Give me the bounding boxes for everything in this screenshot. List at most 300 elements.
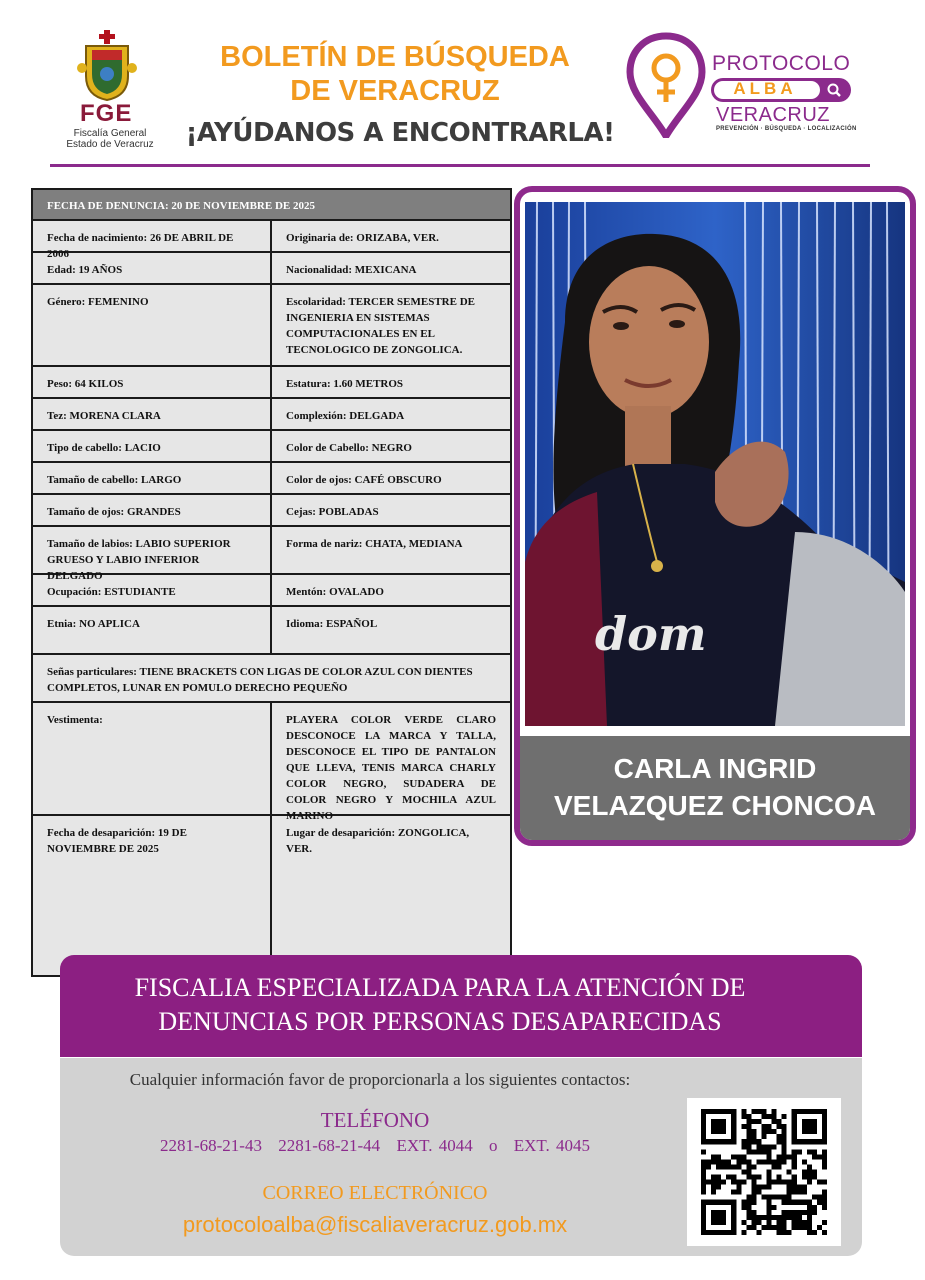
qr-module	[736, 1180, 741, 1185]
qr-module	[792, 1225, 797, 1230]
table-row	[33, 655, 510, 703]
nose-shape-cell: Forma de nariz: CHATA, MEDIANA	[286, 538, 463, 550]
qr-module	[782, 1180, 787, 1185]
ethnicity-cell: Etnia: NO APLICA	[33, 607, 272, 653]
qr-module	[767, 1215, 772, 1220]
qr-module	[751, 1175, 756, 1180]
qr-module	[782, 1144, 787, 1149]
qr-module	[751, 1180, 756, 1185]
qr-module	[822, 1195, 827, 1200]
qr-module	[812, 1175, 817, 1180]
alba-logo-protocolo: PROTOCOLO	[712, 52, 851, 75]
qr-module	[772, 1180, 777, 1185]
qr-module	[746, 1139, 751, 1144]
qr-module	[726, 1159, 731, 1164]
qr-module	[777, 1159, 782, 1164]
qr-module	[746, 1114, 751, 1119]
person-name-line2: VELAZQUEZ CHONCOA	[554, 790, 876, 821]
qr-module	[751, 1220, 756, 1225]
lip-size-cell: Tamaño de labios: LABIO SUPERIOR GRUESO Y LABIO INFERIOR DELGADO	[33, 527, 272, 573]
qr-module	[761, 1144, 766, 1149]
qr-module	[751, 1195, 756, 1200]
qr-module	[756, 1220, 761, 1225]
table-row	[33, 431, 510, 463]
qr-module	[721, 1180, 726, 1185]
qr-module	[741, 1180, 746, 1185]
qr-module	[772, 1164, 777, 1169]
qr-module	[746, 1164, 751, 1169]
qr-module	[741, 1154, 746, 1159]
qr-module	[772, 1205, 777, 1210]
qr-module	[701, 1175, 706, 1180]
qr-module	[807, 1169, 812, 1174]
qr-module	[782, 1149, 787, 1154]
gender-cell: Género: FEMENINO	[33, 285, 272, 365]
bulletin-title-line1: BOLETÍN DE BÚSQUEDA	[220, 41, 570, 73]
qr-module	[772, 1129, 777, 1134]
qr-module	[797, 1149, 802, 1154]
qr-module	[777, 1180, 782, 1185]
qr-module	[741, 1230, 746, 1235]
qr-module	[782, 1200, 787, 1205]
qr-module	[736, 1159, 741, 1164]
qr-module	[807, 1205, 812, 1210]
qr-module	[792, 1149, 797, 1154]
qr-module	[812, 1195, 817, 1200]
extension-conjunction: o	[488, 1136, 498, 1155]
jacket-lettering: dom	[595, 607, 707, 661]
qr-module	[756, 1185, 761, 1190]
qr-module	[777, 1220, 782, 1225]
qr-module	[741, 1144, 746, 1149]
extension-1: EXT. 4044	[396, 1136, 473, 1155]
qr-module	[782, 1159, 787, 1164]
qr-module	[787, 1200, 792, 1205]
qr-module	[792, 1215, 797, 1220]
qr-module	[767, 1205, 772, 1210]
qr-module	[777, 1215, 782, 1220]
qr-module	[817, 1180, 822, 1185]
qr-module	[751, 1109, 756, 1114]
qr-module	[767, 1175, 772, 1180]
qr-module	[787, 1185, 792, 1190]
qr-module	[706, 1164, 711, 1169]
qr-module	[802, 1225, 807, 1230]
fge-logo-text: FGE	[80, 100, 133, 127]
table-row	[33, 816, 510, 975]
search-icon	[826, 82, 842, 98]
qr-module	[777, 1195, 782, 1200]
qr-module	[746, 1149, 751, 1154]
qr-module	[787, 1230, 792, 1235]
qr-module	[736, 1164, 741, 1169]
qr-module	[777, 1230, 782, 1235]
qr-module	[767, 1154, 772, 1159]
qr-module	[782, 1129, 787, 1134]
qr-module	[817, 1195, 822, 1200]
qr-module	[807, 1175, 812, 1180]
disappearance-date-cell: Fecha de desaparición: 19 DE NOVIEMBRE DE 2025	[33, 816, 272, 975]
qr-module	[741, 1205, 746, 1210]
qr-module	[822, 1205, 827, 1210]
qr-module	[772, 1109, 777, 1114]
bulletin-subtitle: ¡AYÚDANOS A ENCONTRARLA!	[185, 118, 615, 148]
qr-module	[822, 1230, 827, 1235]
qr-module	[767, 1200, 772, 1205]
table-row	[33, 607, 510, 655]
qr-module	[807, 1225, 812, 1230]
veracruz-coat-of-arms-icon	[76, 28, 138, 102]
qr-module	[812, 1205, 817, 1210]
fiscalia-banner	[60, 955, 862, 1057]
qr-module	[761, 1129, 766, 1134]
weight-cell: Peso: 64 KILOS	[33, 367, 272, 397]
qr-module	[822, 1164, 827, 1169]
skin-tone-cell: Tez: MORENA CLARA	[33, 399, 272, 429]
hair-color-cell: Color de Cabello: NEGRO	[286, 442, 412, 454]
qr-module	[767, 1124, 772, 1129]
person-name-band	[520, 736, 910, 846]
qr-module	[822, 1190, 827, 1195]
qr-module	[701, 1159, 706, 1164]
qr-module	[751, 1134, 756, 1139]
qr-module	[782, 1139, 787, 1144]
build-cell: Complexión: DELGADA	[286, 410, 405, 422]
qr-module	[761, 1215, 766, 1220]
qr-module	[792, 1164, 797, 1169]
qr-module	[761, 1124, 766, 1129]
qr-module	[756, 1175, 761, 1180]
header	[0, 0, 925, 170]
bulletin-title-line2: DE VERACRUZ	[290, 75, 500, 107]
disappearance-place-cell: Lugar de desaparición: ZONGOLICA, VER.	[286, 827, 470, 855]
qr-module	[746, 1119, 751, 1124]
data-table	[31, 188, 512, 977]
clothing-cell: PLAYERA COLOR VERDE CLARO DESCONOCE LA MARCA Y TALLA, DESCONOCE EL TIPO DE PANTALON QUE LLEVA, TENIS MARCA CHARLY COLOR NEGRO, SUDADERA DE COLOR NEGRO Y MOCHILA AZUL MARINO	[286, 714, 496, 822]
qr-module	[711, 1119, 726, 1134]
qr-module	[782, 1114, 787, 1119]
qr-module	[756, 1144, 761, 1149]
qr-module	[761, 1195, 766, 1200]
qr-module	[817, 1225, 822, 1230]
qr-module	[767, 1180, 772, 1185]
qr-module	[741, 1124, 746, 1129]
qr-module	[731, 1190, 736, 1195]
qr-module	[767, 1185, 772, 1190]
qr-module	[772, 1225, 777, 1230]
person-name-line1: CARLA INGRID	[613, 753, 817, 784]
table-row	[33, 527, 510, 582]
female-location-pin-icon	[626, 32, 706, 138]
qr-module	[731, 1180, 736, 1185]
qr-module	[716, 1159, 721, 1164]
qr-module	[721, 1159, 726, 1164]
qr-module	[772, 1159, 777, 1164]
qr-module	[751, 1210, 756, 1215]
phone-number-2[interactable]: 2281-68-21-44	[278, 1136, 381, 1155]
qr-code[interactable]	[687, 1098, 841, 1246]
qr-module	[807, 1210, 812, 1215]
qr-module	[777, 1119, 782, 1124]
person-photo	[525, 202, 905, 726]
qr-module	[756, 1149, 761, 1154]
qr-module	[782, 1225, 787, 1230]
qr-module	[746, 1144, 751, 1149]
qr-module	[726, 1164, 731, 1169]
qr-module	[761, 1109, 766, 1114]
qr-module	[751, 1119, 756, 1124]
qr-module	[782, 1215, 787, 1220]
qr-code-graphic	[701, 1106, 827, 1238]
qr-module	[802, 1175, 807, 1180]
qr-module	[716, 1164, 721, 1169]
qr-module	[767, 1225, 772, 1230]
qr-module	[792, 1185, 797, 1190]
qr-module	[812, 1210, 817, 1215]
qr-module	[746, 1129, 751, 1134]
qr-module	[792, 1159, 797, 1164]
qr-module	[761, 1114, 766, 1119]
qr-module	[797, 1200, 802, 1205]
qr-module	[741, 1114, 746, 1119]
birth-date-cell: Fecha de nacimiento: 26 DE ABRIL DE 2006	[33, 221, 272, 251]
qr-module	[731, 1164, 736, 1169]
qr-module	[746, 1215, 751, 1220]
qr-module	[706, 1180, 711, 1185]
fiscalia-banner-text	[60, 971, 820, 1039]
education-cell: Escolaridad: TERCER SEMESTRE DE INGENIERIA EN SISTEMAS COMPUTACIONALES EN EL TECNOLOGICO DE ZONGOLICA.	[286, 296, 475, 356]
qr-module	[797, 1190, 802, 1195]
qr-module	[756, 1190, 761, 1195]
qr-module	[772, 1119, 777, 1124]
qr-module	[817, 1154, 822, 1159]
qr-module	[797, 1215, 802, 1220]
qr-module	[721, 1164, 726, 1169]
person-photo-illustration	[525, 202, 905, 726]
table-row	[33, 463, 510, 495]
qr-module	[782, 1210, 787, 1215]
qr-module	[746, 1124, 751, 1129]
age-cell: Edad: 19 AÑOS	[33, 253, 272, 283]
qr-module	[731, 1154, 736, 1159]
qr-module	[746, 1175, 751, 1180]
qr-module	[751, 1215, 756, 1220]
qr-module	[772, 1215, 777, 1220]
person-name	[520, 750, 910, 824]
qr-module	[797, 1225, 802, 1230]
eye-size-cell: Tamaño de ojos: GRANDES	[33, 495, 272, 525]
qr-module	[822, 1159, 827, 1164]
qr-module	[711, 1210, 726, 1225]
qr-module	[767, 1129, 772, 1134]
qr-module	[761, 1185, 766, 1190]
qr-module	[746, 1210, 751, 1215]
qr-module	[792, 1200, 797, 1205]
qr-module	[751, 1225, 756, 1230]
qr-module	[772, 1144, 777, 1149]
qr-module	[706, 1159, 711, 1164]
qr-module	[746, 1205, 751, 1210]
qr-module	[741, 1139, 746, 1144]
qr-module	[711, 1175, 716, 1180]
qr-module	[711, 1190, 716, 1195]
qr-module	[812, 1230, 817, 1235]
qr-module	[822, 1220, 827, 1225]
bulletin-title	[190, 40, 600, 108]
qr-module	[807, 1180, 812, 1185]
qr-module	[767, 1159, 772, 1164]
eyebrows-cell: Cejas: POBLADAS	[286, 506, 379, 518]
qr-module	[792, 1220, 797, 1225]
qr-module	[802, 1169, 807, 1174]
qr-module	[782, 1124, 787, 1129]
qr-module	[767, 1114, 772, 1119]
qr-module	[716, 1180, 721, 1185]
alba-logo-veracruz: VERACRUZ	[716, 104, 831, 126]
qr-module	[807, 1200, 812, 1205]
qr-module	[802, 1220, 807, 1225]
distinguishing-marks-cell: Señas particulares: TIENE BRACKETS CON LIGAS DE COLOR AZUL CON DIENTES COMPLETOS, LUNAR EN POMULO DERECHO PEQUEÑO	[47, 666, 473, 694]
phone-number-1[interactable]: 2281-68-21-43	[159, 1136, 262, 1155]
qr-module	[751, 1149, 756, 1154]
qr-module	[751, 1164, 756, 1169]
qr-module	[787, 1180, 792, 1185]
qr-module	[751, 1185, 756, 1190]
qr-module	[782, 1220, 787, 1225]
hair-type-cell: Tipo de cabello: LACIO	[33, 431, 272, 461]
table-row	[33, 253, 510, 285]
qr-module	[787, 1210, 792, 1215]
qr-module	[822, 1154, 827, 1159]
qr-module	[736, 1154, 741, 1159]
qr-module	[802, 1185, 807, 1190]
qr-module	[751, 1190, 756, 1195]
qr-module	[807, 1220, 812, 1225]
fiscalia-banner-line2: DENUNCIAS POR PERSONAS DESAPARECIDAS	[158, 1007, 722, 1036]
qr-module	[777, 1139, 782, 1144]
qr-module	[716, 1175, 721, 1180]
qr-module	[711, 1185, 716, 1190]
qr-module	[787, 1215, 792, 1220]
qr-module	[741, 1220, 746, 1225]
qr-module	[716, 1154, 721, 1159]
qr-module	[701, 1185, 706, 1190]
qr-module	[751, 1139, 756, 1144]
qr-module	[787, 1169, 792, 1174]
qr-module	[777, 1175, 782, 1180]
qr-module	[782, 1154, 787, 1159]
qr-module	[777, 1134, 782, 1139]
qr-module	[741, 1169, 746, 1174]
qr-module	[767, 1195, 772, 1200]
qr-module	[767, 1220, 772, 1225]
qr-module	[746, 1225, 751, 1230]
person-card	[514, 186, 916, 846]
qr-module	[777, 1164, 782, 1169]
qr-module	[822, 1200, 827, 1205]
table-row	[33, 399, 510, 431]
qr-module	[792, 1210, 797, 1215]
email-link[interactable]: protocoloalba@fiscaliaveracruz.gob.mx	[182, 1212, 568, 1237]
qr-module	[701, 1180, 706, 1185]
qr-module	[797, 1220, 802, 1225]
nationality-cell: Nacionalidad: MEXICANA	[286, 264, 417, 276]
table-row	[33, 367, 510, 399]
qr-module	[782, 1134, 787, 1139]
alba-logo-alba: ALBA	[733, 79, 797, 98]
qr-module	[767, 1149, 772, 1154]
qr-module	[761, 1225, 766, 1230]
qr-module	[751, 1129, 756, 1134]
qr-module	[807, 1230, 812, 1235]
qr-module	[792, 1180, 797, 1185]
qr-module	[802, 1119, 817, 1134]
qr-module	[701, 1190, 706, 1195]
qr-module	[731, 1175, 736, 1180]
occupation-cell: Ocupación: ESTUDIANTE	[33, 575, 272, 605]
qr-module	[741, 1159, 746, 1164]
qr-module	[761, 1159, 766, 1164]
qr-module	[787, 1190, 792, 1195]
qr-module	[756, 1109, 761, 1114]
qr-module	[746, 1169, 751, 1174]
qr-module	[711, 1154, 716, 1159]
fge-subtitle: Fiscalía General Estado de Veracruz	[66, 128, 154, 150]
qr-module	[772, 1114, 777, 1119]
qr-module	[802, 1159, 807, 1164]
origin-cell: Originaria de: ORIZABA, VER.	[286, 232, 439, 244]
table-row	[33, 703, 510, 822]
qr-module	[716, 1185, 721, 1190]
contact-panel	[60, 1058, 862, 1256]
qr-module	[792, 1154, 797, 1159]
qr-module	[756, 1230, 761, 1235]
qr-module	[711, 1180, 716, 1185]
qr-module	[756, 1215, 761, 1220]
qr-module	[782, 1195, 787, 1200]
language-cell: Idioma: ESPAÑOL	[286, 618, 378, 630]
qr-module	[736, 1190, 741, 1195]
qr-module	[817, 1200, 822, 1205]
clothing-label-cell: Vestimenta:	[33, 703, 272, 814]
qr-module	[802, 1190, 807, 1195]
qr-module	[756, 1159, 761, 1164]
eye-color-cell: Color de ojos: CAFÉ OBSCURO	[286, 474, 442, 486]
qr-module	[822, 1149, 827, 1154]
chin-cell: Mentón: OVALADO	[286, 586, 384, 598]
qr-module	[761, 1134, 766, 1139]
qr-module	[777, 1154, 782, 1159]
qr-module	[746, 1195, 751, 1200]
qr-module	[711, 1159, 716, 1164]
qr-module	[777, 1225, 782, 1230]
height-cell: Estatura: 1.60 METROS	[286, 378, 404, 390]
contact-intro: Cualquier información favor de proporcionarla a los siguientes contactos:	[129, 1070, 631, 1089]
table-row	[33, 575, 510, 607]
qr-module	[782, 1230, 787, 1235]
qr-module	[701, 1164, 706, 1169]
table-row	[33, 495, 510, 527]
table-row	[33, 221, 510, 260]
qr-module	[761, 1149, 766, 1154]
qr-module	[812, 1149, 817, 1154]
qr-module	[746, 1134, 751, 1139]
qr-module	[767, 1144, 772, 1149]
qr-module	[701, 1169, 706, 1174]
table-row	[33, 285, 510, 367]
qr-module	[787, 1154, 792, 1159]
alba-logo-tagline: PREVENCIÓN · BÚSQUEDA · LOCALIZACIÓN	[716, 126, 857, 132]
